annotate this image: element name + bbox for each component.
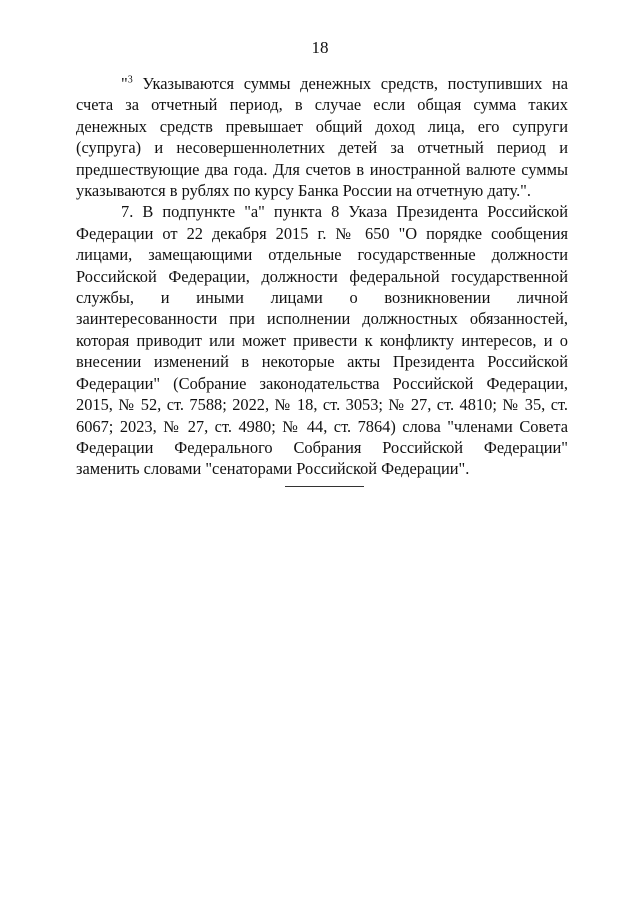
- document-body: [76, 73, 568, 480]
- footnote-marker: 3: [127, 74, 133, 86]
- opening-quote: ": [121, 74, 128, 93]
- end-separator-line: [285, 486, 364, 487]
- footnote-text: Указываются суммы денежных средств, поступивших на счета за отчетный период, в случае если общая сумма таких денежных средств превышает общий доход лица, его супруги (супруга) и несовершеннолетних детей за отчетный период и предшествующие два года. Для счетов в иностранной валюте суммы указываются в рублях по курсу Банка России на отчетную дату.".: [76, 74, 568, 201]
- footnote-paragraph: [76, 73, 568, 201]
- page-number: 18: [311, 38, 329, 57]
- amendment-paragraph-7: 7. В подпункте "а" пункта 8 Указа Президента Российской Федерации от 22 декабря 2015 г. № 650 "О порядке сообщения лицами, замещающими отдельные государственные должности Российской Федерации, должности федеральной государственной службы, и иными лицами о возникновении личной заинтересованности при исполнении должностных обязанностей, которая приводит или может привести к конфликту интересов, и о внесении изменений в некоторые акты Президента Российской Федерации" (Собрание законодательства Российской Федерации, 2015, № 52, ст. 7588; 2022, № 18, ст. 3053; № 27, ст. 4810; № 35, ст. 6067; 2023, № 27, ст. 4980; № 44, ст. 7864) слова "членами Совета Федерации Федерального Собрания Российской Федерации" заменить словами "сенаторами Российской Федерации".: [76, 202, 568, 479]
